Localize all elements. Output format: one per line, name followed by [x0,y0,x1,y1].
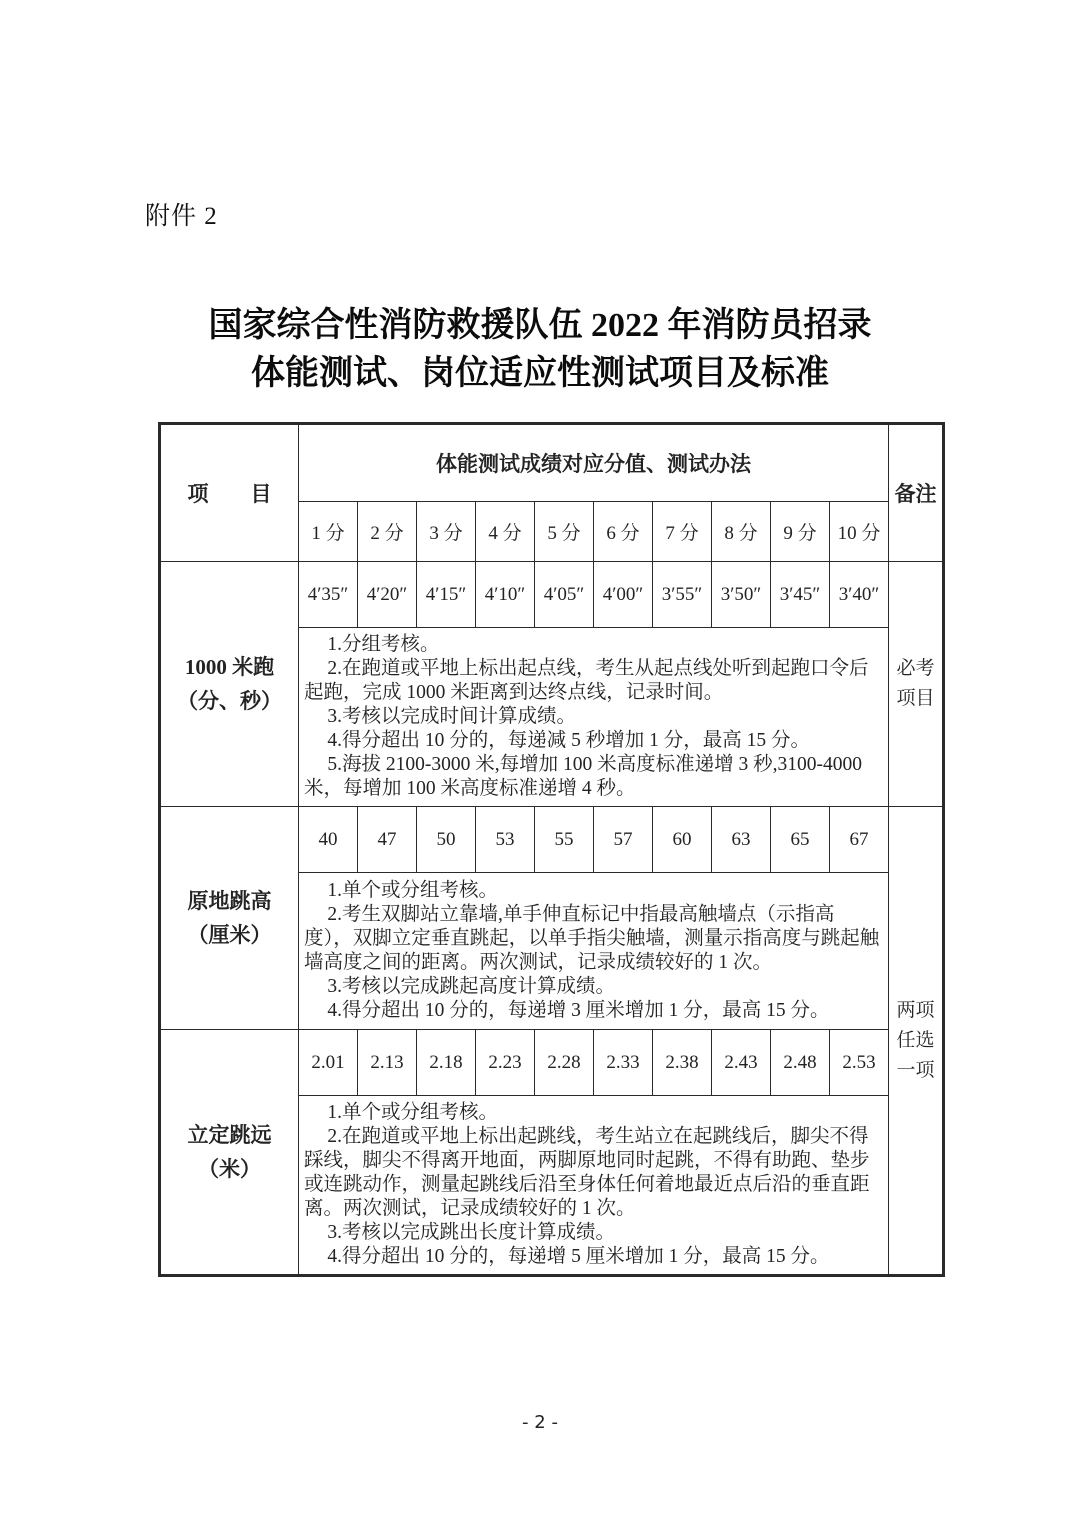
method-paragraph: 4.得分超出 10 分的，每递增 3 厘米增加 1 分，最高 15 分。 [327,1000,830,1021]
remark-mandatory [889,562,944,807]
value-cell: 40 [299,807,358,873]
score-label-6: 6 分 [594,502,653,562]
value-cell: 47 [358,807,417,873]
remark-line: 两项 [896,999,935,1021]
remark-line: 必考 [896,658,935,679]
value-cell: 3′40″ [830,562,889,628]
item-label-line2: （米） [198,1157,261,1181]
method-paragraph: 3.考核以完成跳出长度计算成绩。 [327,1222,616,1243]
table-header-row [160,424,944,502]
score-label-1: 1 分 [299,502,358,562]
value-cell: 2.28 [535,1030,594,1096]
value-cell: 65 [771,807,830,873]
method-paragraph: 3.考核以完成跳起高度计算成绩。 [327,976,616,997]
value-cell: 60 [653,807,712,873]
score-label-4: 4 分 [476,502,535,562]
score-label-5: 5 分 [535,502,594,562]
row-1000m-values [160,562,944,628]
value-cell: 63 [712,807,771,873]
method-paragraph: 4.得分超出 10 分的，每递增 5 厘米增加 1 分，最高 15 分。 [327,1246,830,1267]
method-paragraph: 5.海拔 2100-3000 米,每增加 100 米高度标准递增 3 秒,3100-4000 米，每增加 100 米高度标准递增 4 秒。 [304,754,863,799]
value-cell: 2.13 [358,1030,417,1096]
score-label-10: 10 分 [830,502,889,562]
method-paragraph: 2.在跑道或平地上标出起跳线，考生站立在起跳线后，脚尖不得踩线，脚尖不得离开地面，两脚原地同时起跳，不得有助跑、垫步或连跳动作，测量起跳线后沿至身体任何着地最近点后沿的垂直距离。两次测试，记录成绩较好的 1 次。 [304,1126,870,1219]
method-paragraph: 1.分组考核。 [327,634,440,655]
value-cell: 4′20″ [358,562,417,628]
value-cell: 4′35″ [299,562,358,628]
value-cell: 67 [830,807,889,873]
method-vertical-jump [299,873,889,1030]
method-paragraph: 2.考生双脚站立靠墙,单手伸直标记中指最高触墙点（示指高度），双脚立定垂直跳起，以单手指尖触墙，测量示指高度与跳起触墙高度之间的距离。两次测试，记录成绩较好的 1 次。 [304,904,880,973]
value-cell: 2.43 [712,1030,771,1096]
item-standing-long-jump [160,1030,299,1276]
value-cell: 2.18 [417,1030,476,1096]
value-cell: 3′50″ [712,562,771,628]
value-cell: 4′00″ [594,562,653,628]
score-label-8: 8 分 [712,502,771,562]
value-cell: 3′45″ [771,562,830,628]
score-label-7: 7 分 [653,502,712,562]
value-cell: 4′15″ [417,562,476,628]
document-title-line2: 体能测试、岗位适应性测试项目及标准 [251,355,829,392]
remark-line: 任选 [896,1029,935,1051]
standards-table [158,422,945,1277]
value-cell: 53 [476,807,535,873]
page-number: - 2 - [522,1412,558,1433]
remark-choose-one-of-two [889,807,944,1276]
remark-line: 一项 [896,1059,935,1081]
method-paragraph: 1.单个或分组考核。 [327,880,499,901]
method-standing-long-jump [299,1096,889,1276]
item-label-line2: （分、秒） [177,689,282,713]
method-paragraph: 3.考核以完成时间计算成绩。 [327,706,577,727]
value-cell: 57 [594,807,653,873]
item-label-line2: （厘米） [187,923,272,947]
score-label-2: 2 分 [358,502,417,562]
value-cell: 2.23 [476,1030,535,1096]
header-remark-column: 备注 [889,424,944,562]
document-title-line1: 国家综合性消防救援队伍 2022 年消防员招录 [208,307,872,344]
row-standing-long-jump-values [160,1030,944,1096]
header-score-method: 体能测试成绩对应分值、测试办法 [299,424,889,502]
value-cell: 55 [535,807,594,873]
document-title [0,302,1080,398]
value-cell: 2.48 [771,1030,830,1096]
score-label-3: 3 分 [417,502,476,562]
remark-line: 项目 [896,688,935,709]
value-cell: 3′55″ [653,562,712,628]
value-cell: 50 [417,807,476,873]
value-cell: 2.33 [594,1030,653,1096]
value-cell: 4′05″ [535,562,594,628]
score-label-9: 9 分 [771,502,830,562]
item-label-line1: 1000 米跑 [184,655,275,679]
item-label-line1: 立定跳远 [187,1123,272,1147]
value-cell: 2.38 [653,1030,712,1096]
method-paragraph: 4.得分超出 10 分的，每递减 5 秒增加 1 分，最高 15 分。 [327,730,811,751]
method-paragraph: 2.在跑道或平地上标出起点线，考生从起点线处听到起跑口令后起跑，完成 1000 米距离到达终点线，记录时间。 [304,658,869,703]
value-cell: 2.53 [830,1030,889,1096]
row-vertical-jump-values [160,807,944,873]
item-label-line1: 原地跳高 [187,889,272,913]
method-paragraph: 1.单个或分组考核。 [327,1102,499,1123]
item-1000m-run [160,562,299,807]
attachment-label: 附件 2 [145,203,218,230]
value-cell: 2.01 [299,1030,358,1096]
value-cell: 4′10″ [476,562,535,628]
item-vertical-jump [160,807,299,1030]
header-item-column: 项 目 [160,424,299,562]
method-1000m-run [299,628,889,807]
